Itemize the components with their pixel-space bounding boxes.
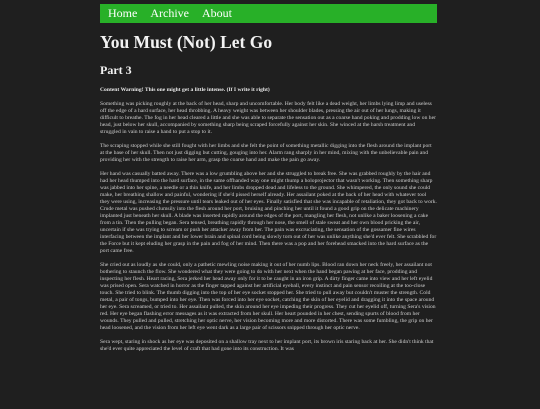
story-paragraph: The scraping stopped while she still fought with her limbs and she felt the point of something metallic digging into the flesh around the implant port at the base of her skull. Then not just digging but cutting, gouging into her. Alarm rang sharply in her mind, mixing with the unbelievable pain and providing her with the strength to raise her arm, grasp the coarse hand and make the pain go away. [100,143,432,163]
story-paragraph: She cried out as loudly as she could, only a pathetic mewling noise making it out of her numb lips. Blood ran down her neck freely, her assailant not bothering to staunch the flow. She wondered what they were going to do with her next when the hand began pawing at her face, prodding and inspecting her flesh. Heart racing, Sera jerked her head away only for it to be caught in an iron grip. A dirty finger came into view and her left eyelid was prised open. Sera watched in horror as the finger tapped against her artificial eyeball, every instinct and pain sensor recoiling at the too-close touch. She tried to blink. The thumb digging into the top of her eye socket stopped her. She tried to pull away but couldn't muster the strength. Cold metal, a pair of tongs, bumped into her eye. Then was forced into her eye socket, catching the skin of her eyelid and dragging it into the space around her eye. Sera screamed, or tried to. Her assailant pulled, the skin around her eye impeding their progress. They cut her eyelid off, turning Sera's vision red. Her eye began flashing error messages as it was extracted from her skull. Her heart pounded in her chest, sending spurts of blood from her wounds. They pulled and pulled, stretching her optic nerve, her vision becoming more and more distorted. There was some fumbling, the grip on her head loosened, and the vision from her left eye went dark as a large pair of scissors snipped through her optic nerve. [100,262,436,331]
post-content [100,87,437,353]
story-paragraph: Something was picking roughly at the back of her head, sharp and uncomfortable. Her body felt like a dead weight, her limbs lying limp and useless off the edge of a hard surface, her head throbbing. A heavy weight was between her shoulder blades, pressing the air out of her lungs, making it difficult to breathe. The fog in her head cleared a little and she was able to separate the sensation out as a coarse hand poking and prodding low on her head, just below her skull, accompanied by something sharp being scraped forcefully against her skin. She winced at the harsh treatment and struggled in vain to raise a hand to put a stop to it. [100,101,436,135]
post-title: You Must (Not) Let Go [100,32,273,52]
page [100,4,540,353]
content-warning: Content Warning! This one might get a little intense. (If I write it right) [100,87,270,93]
nav-archive-link[interactable]: Archive [150,6,189,20]
post-part-heading: Part 3 [100,63,132,77]
nav-about-link[interactable]: About [201,6,232,20]
story-paragraph: Sera wept, staring in shock as her eye was deposited on a shallow tray next to her implant port, its brown iris staring back at her. She didn't think that she'd ever quite appreciated the level of craft that had gone into its construction. It was [100,339,434,352]
story-paragraph: Her hand was casually batted away. There was a low grumbling above her and she struggled to break free. She was grabbed roughly by the hair and had her head thumped into the hard surface, in the same offhanded way one might thump a holoprojector that wasn't working. Then something sharp was jabbed into her spine, a needle or a thin knife, and her limbs dropped dead and lifeless to the ground. She whimpered, the only sound she could make, her breathing shallow and painful, wondering if she'd pissed herself already. Her assailant poked at the back of her head with whatever tool they were using, increasing the pressure until tears leaked out of her eyes. Finally satisfied that she was incapable of retaliation, they got back to work. Crude metal was pushed clumsily into the flesh around her port, bruising and pinching her until it found a good grip on the delicate machinery implanted just beneath her skull. A blade was inserted rapidly around the edges of the port, mangling her flesh, not unlike a baker loosening a cake from a tin. Then the pulling began. Sera tensed, breathing rapidly through her nose, the smell of stale sweat and her own blood pricking the air, uncertain if she was trying to scream or push her attacker away from her. The pain was excruciating, the sensation of the gossamer fine wires interfacing between the implant and her lower brain and spinal cord being slowly torn out of her was unlike anything she'd ever felt. She scrabbled for the Force but it kept eluding her grasp in the pain and fog of her mind. Then there was a pop and her forehead smacked into the hard surface as the port came free. [100,171,437,254]
top-nav [100,4,437,23]
nav-home-link[interactable]: Home [108,6,138,20]
